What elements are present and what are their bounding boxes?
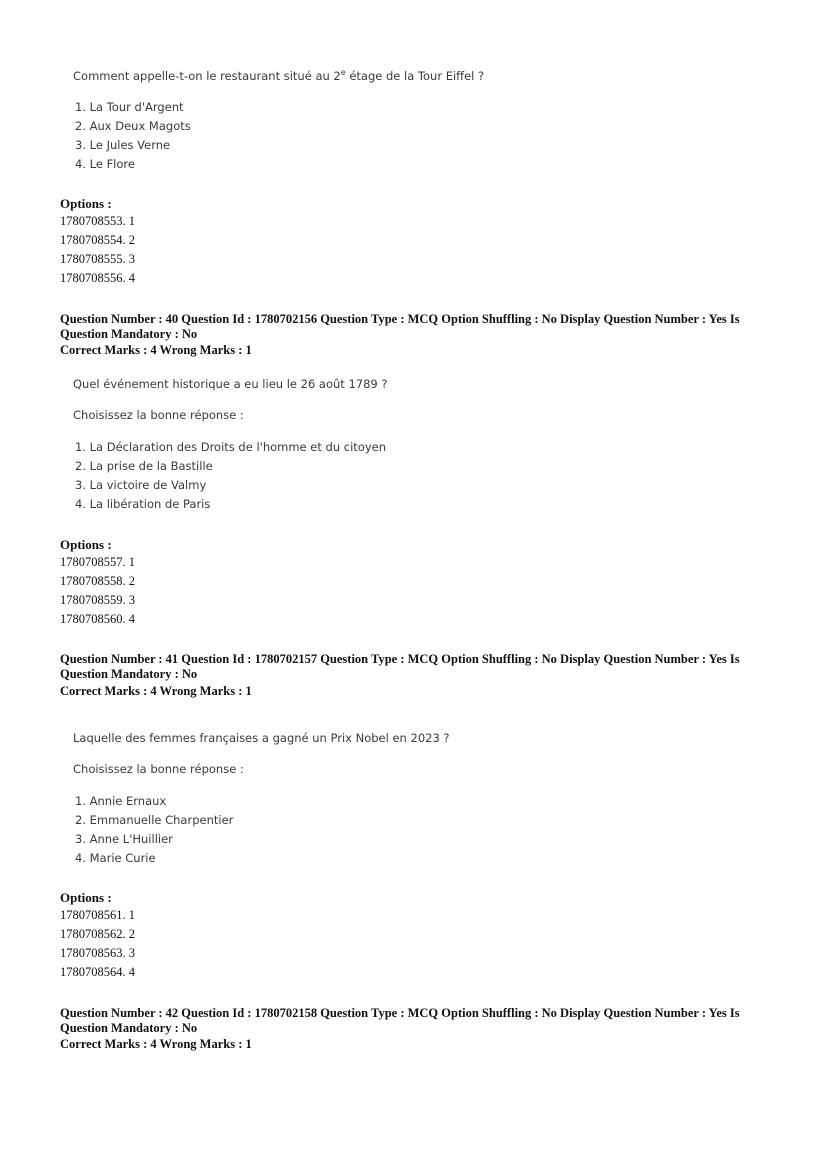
options-label: Options : [60,537,112,552]
options-label: Options : [60,890,112,905]
q42-meta-line-2: Question Mandatory : No [60,1021,198,1035]
q39-option-id-4: 1780708556. 4 [60,271,135,285]
q41-instruction: Choisissez la bonne réponse : [73,762,244,776]
options-label: Options : [60,196,112,211]
q39-choice-4: 4. Le Flore [75,157,135,171]
q41-option-id-3: 1780708563. 3 [60,946,135,960]
q40-marks: Correct Marks : 4 Wrong Marks : 1 [60,343,252,357]
q41-meta-line-1: Question Number : 41 Question Id : 1780702157 Question Type : MCQ Option Shuffling : No Display Question Number : Yes Is [60,652,740,666]
q41-choice-2: 2. Emmanuelle Charpentier [75,813,234,827]
q41-choice-4: 4. Marie Curie [75,851,156,865]
q40-meta-line-2: Question Mandatory : No [60,327,198,341]
q39-option-id-2: 1780708554. 2 [60,233,135,247]
q40-meta-line-1: Question Number : 40 Question Id : 1780702156 Question Type : MCQ Option Shuffling : No Display Question Number : Yes Is [60,312,740,326]
q39-option-id-1: 1780708553. 1 [60,214,135,228]
q40-option-id-4: 1780708560. 4 [60,612,135,626]
q40-choice-4: 4. La libération de Paris [75,497,211,511]
q40-choice-1: 1. La Déclaration des Droits de l'homme et du citoyen [75,440,386,454]
q39-choice-2: 2. Aux Deux Magots [75,119,191,133]
question-40-text: Quel événement historique a eu lieu le 26 août 1789 ? [73,377,388,391]
q41-choice-3: 3. Anne L'Huillier [75,832,173,846]
q39-option-id-3: 1780708555. 3 [60,252,135,266]
question-41-text: Laquelle des femmes françaises a gagné un Prix Nobel en 2023 ? [73,731,450,745]
q41-choice-1: 1. Annie Ernaux [75,794,167,808]
q42-meta-line-1: Question Number : 42 Question Id : 1780702158 Question Type : MCQ Option Shuffling : No Display Question Number : Yes Is [60,1006,740,1020]
q41-marks: Correct Marks : 4 Wrong Marks : 1 [60,684,252,698]
q40-choice-3: 3. La victoire de Valmy [75,478,207,492]
q42-marks: Correct Marks : 4 Wrong Marks : 1 [60,1037,252,1051]
q39-choice-3: 3. Le Jules Verne [75,138,171,152]
q41-option-id-1: 1780708561. 1 [60,908,135,922]
q40-option-id-3: 1780708559. 3 [60,593,135,607]
question-39-text: Comment appelle-t-on le restaurant situé au 2e étage de la Tour Eiffel ? [73,68,485,83]
q40-choice-2: 2. La prise de la Bastille [75,459,213,473]
q41-option-id-2: 1780708562. 2 [60,927,135,941]
q40-option-id-1: 1780708557. 1 [60,555,135,569]
q41-option-id-4: 1780708564. 4 [60,965,135,979]
q40-option-id-2: 1780708558. 2 [60,574,135,588]
q41-meta-line-2: Question Mandatory : No [60,667,198,681]
q40-instruction: Choisissez la bonne réponse : [73,408,244,422]
q39-choice-1: 1. La Tour d'Argent [75,100,184,114]
